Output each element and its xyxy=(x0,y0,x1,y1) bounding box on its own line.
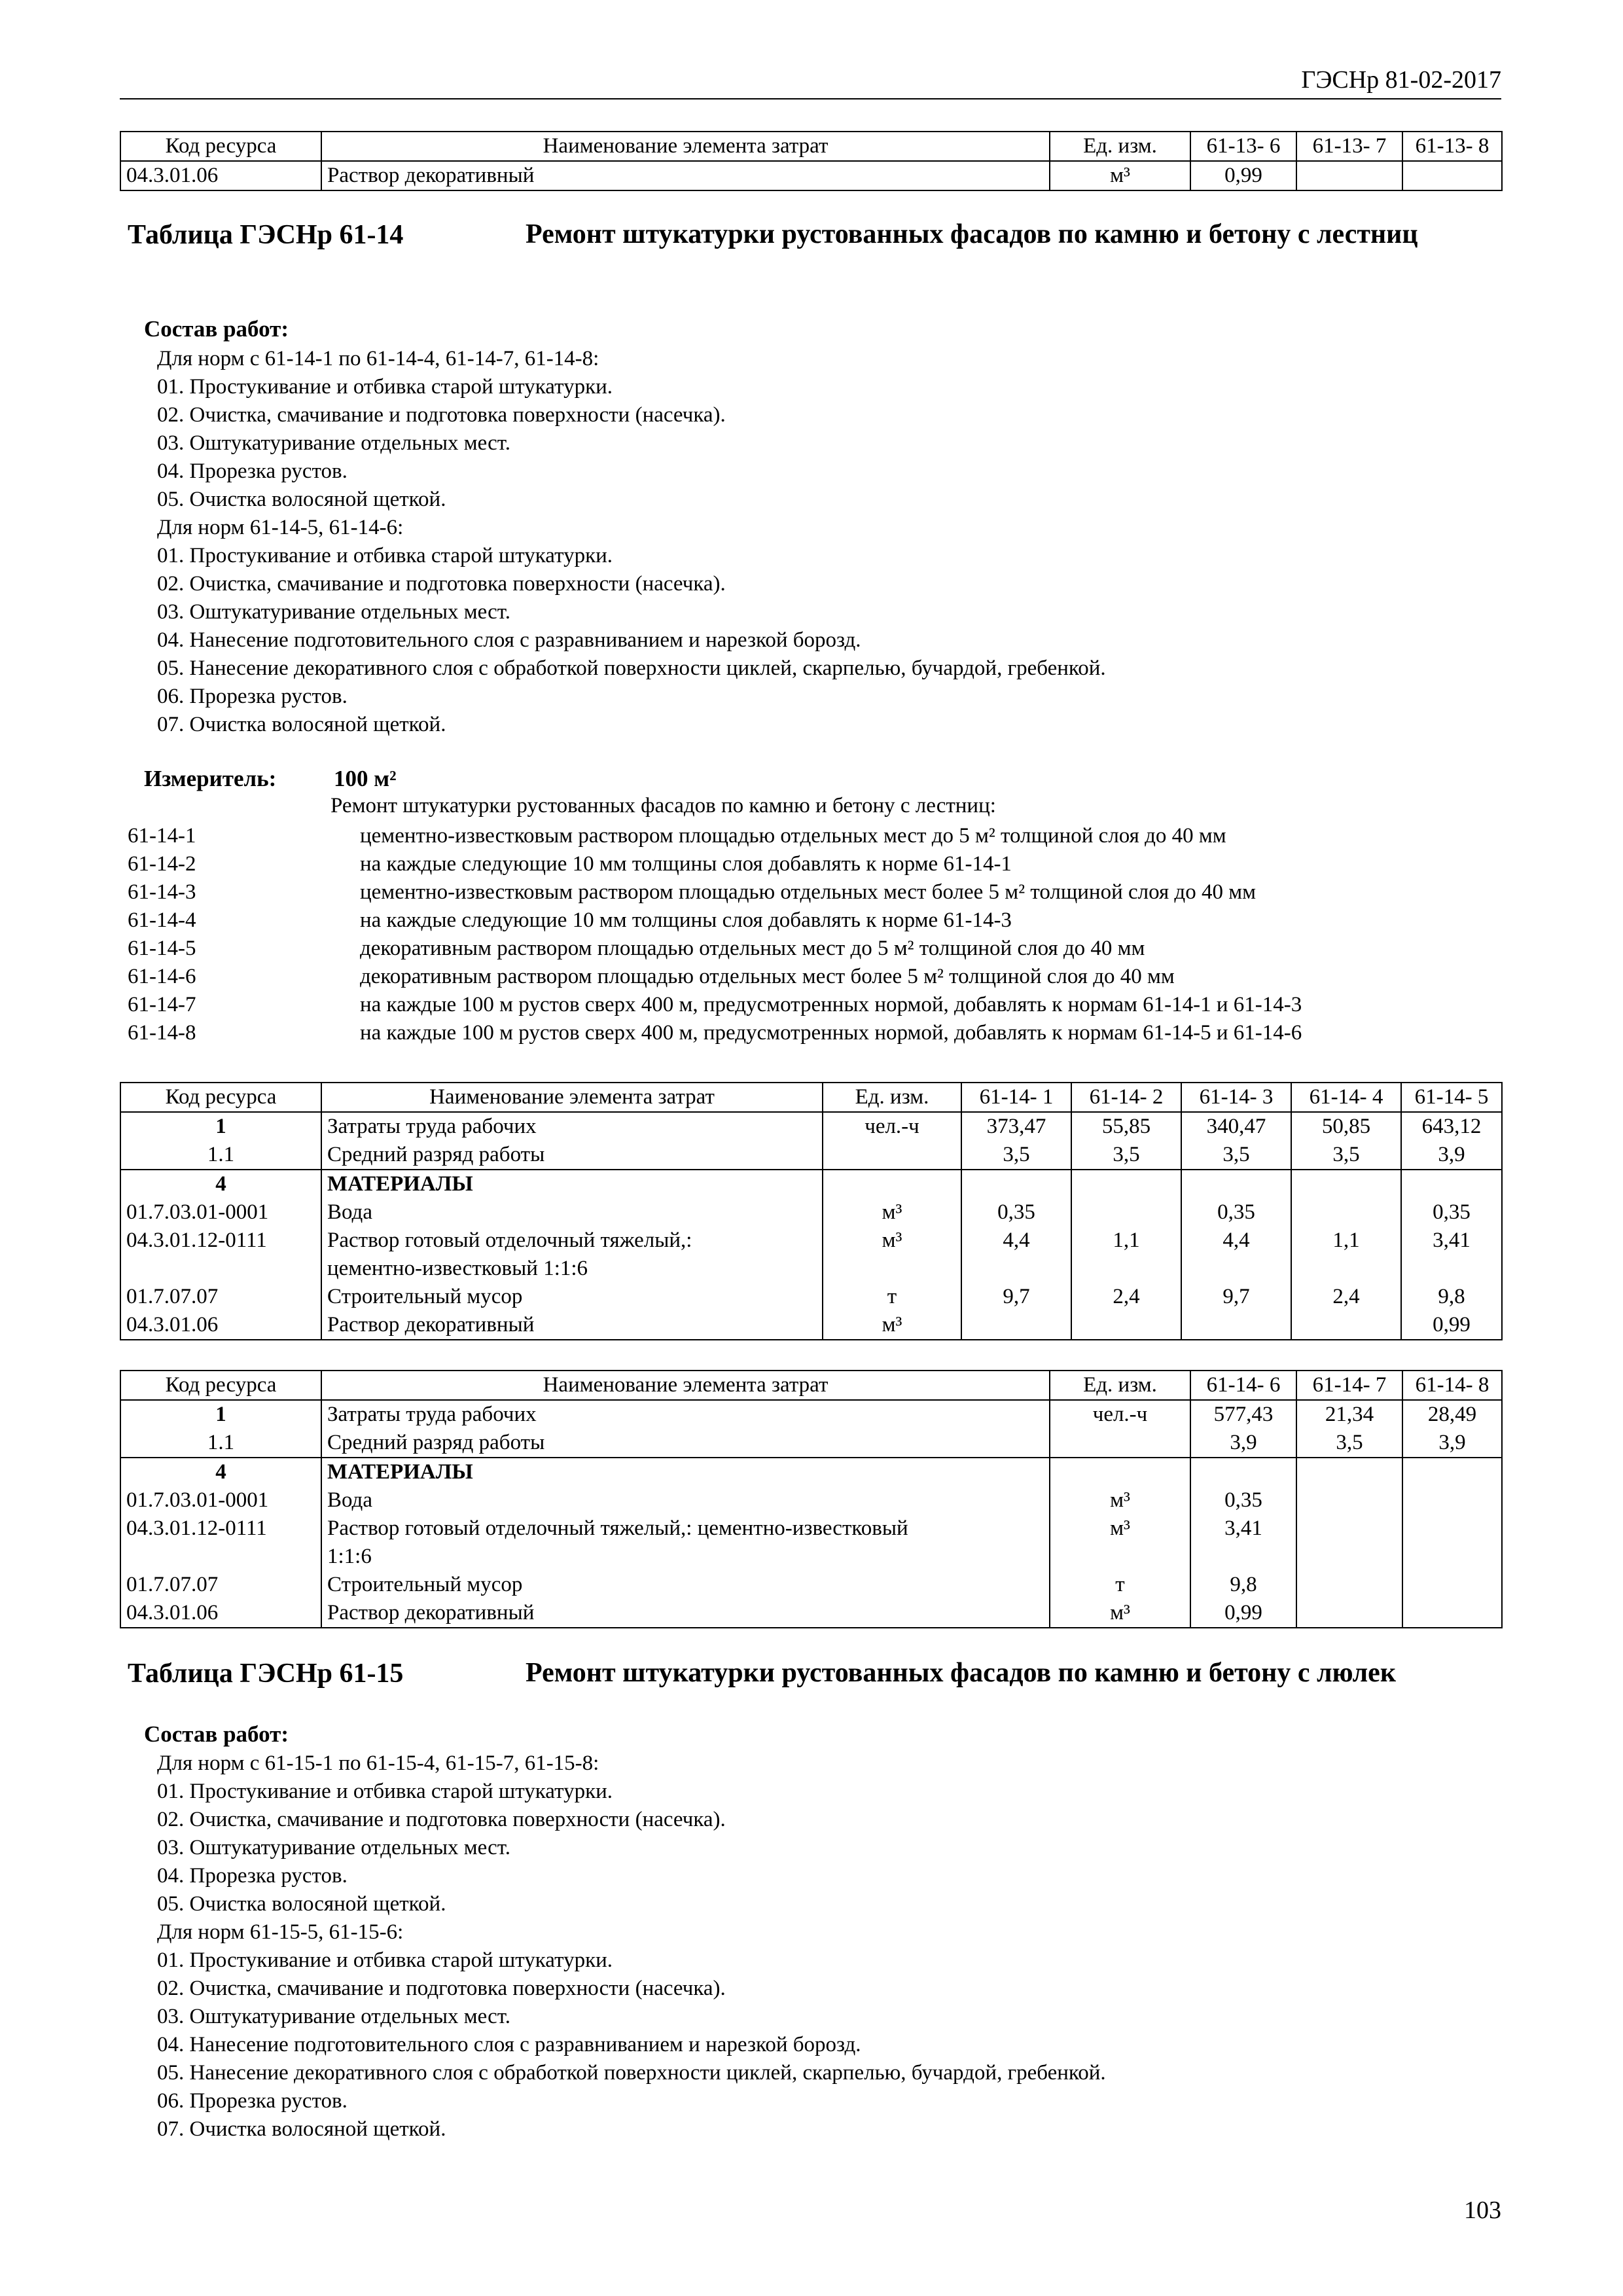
work-line: 01. Простукивание и отбивка старой штукатурки. xyxy=(157,544,613,567)
norm-code: 61-14-8 xyxy=(128,1021,196,1045)
norm-desc: на каждые следующие 10 мм толщины слоя добавлять к норме 61-14-1 xyxy=(360,852,1012,876)
norm-desc: на каждые 100 м рустов сверх 400 м, предусмотренных нормой, добавлять к нормам 61-14-5 и 61-14-6 xyxy=(360,1021,1302,1045)
composition-label: Состав работ: xyxy=(144,316,289,342)
cell: Затраты труда рабочих xyxy=(321,1400,1050,1429)
norm-code: 61-14-7 xyxy=(128,993,196,1016)
table-row xyxy=(120,1170,1502,1198)
table-row xyxy=(120,1283,1502,1311)
table-row xyxy=(120,1400,1502,1429)
cell: 0,35 xyxy=(1181,1198,1291,1227)
header-cell: 61-14- 3 xyxy=(1181,1083,1291,1112)
cell: 28,49 xyxy=(1402,1400,1502,1429)
work-line: 04. Прорезка рустов. xyxy=(157,459,348,483)
meter-label: Измеритель: xyxy=(144,766,277,791)
header-cell: 61-13- 7 xyxy=(1296,132,1402,161)
cell: 0,35 xyxy=(1401,1198,1502,1227)
cell: 3,41 xyxy=(1401,1227,1502,1283)
cell: 3,5 xyxy=(961,1141,1071,1170)
work-line: 05. Нанесение декоративного слоя с обработкой поверхности циклей, скарпелью, бучардой, гребенкой. xyxy=(157,656,1106,680)
table-header-row xyxy=(120,1083,1502,1112)
cell: 1 xyxy=(120,1112,321,1141)
table-row xyxy=(120,1486,1502,1515)
cell: Раствор декоративный xyxy=(321,1311,823,1340)
work-list-61-15 xyxy=(157,1749,1106,2144)
table-row xyxy=(120,1311,1502,1340)
cell-line: Раствор готовый отделочный тяжелый,: цементно-известковый xyxy=(327,1516,908,1540)
cell: МАТЕРИАЛЫ xyxy=(321,1170,823,1198)
cell xyxy=(1296,1486,1402,1515)
header-cell: Код ресурса xyxy=(120,1083,321,1112)
cell xyxy=(1402,1515,1502,1571)
norm-desc: декоративным раствором площадью отдельных мест до 5 м² толщиной слоя до 40 мм xyxy=(360,937,1145,960)
work-line: 04. Нанесение подготовительного слоя с разравниванием и нарезкой борозд. xyxy=(157,2033,861,2056)
cell: Средний разряд работы xyxy=(321,1429,1050,1458)
cell: 4 xyxy=(120,1170,321,1198)
work-line: 03. Оштукатуривание отдельных мест. xyxy=(157,431,510,455)
cell: 3,9 xyxy=(1402,1429,1502,1458)
cell: м³ xyxy=(823,1311,961,1340)
cell: Вода xyxy=(321,1486,1050,1515)
cell xyxy=(961,1311,1071,1340)
cell: 50,85 xyxy=(1291,1112,1401,1141)
cell: 2,4 xyxy=(1291,1283,1401,1311)
norm-desc: на каждые следующие 10 мм толщины слоя добавлять к норме 61-14-3 xyxy=(360,908,1012,932)
header-cell: 61-14- 2 xyxy=(1071,1083,1181,1112)
cell: 01.7.03.01-0001 xyxy=(120,1486,321,1515)
cell: м³ xyxy=(1050,1515,1190,1571)
work-line: Для норм 61-15-5, 61-15-6: xyxy=(157,1920,404,1944)
cell xyxy=(1296,1571,1402,1599)
header-cell: 61-14- 1 xyxy=(961,1083,1071,1112)
work-line: 04. Нанесение подготовительного слоя с разравниванием и нарезкой борозд. xyxy=(157,628,861,652)
cell: 21,34 xyxy=(1296,1400,1402,1429)
norm-code: 61-14-4 xyxy=(128,908,196,932)
cell: Раствор декоративный xyxy=(321,161,1050,190)
norm-desc: декоративным раствором площадью отдельных мест более 5 м² толщиной слоя до 40 мм xyxy=(360,965,1175,988)
work-line: 05. Нанесение декоративного слоя с обработкой поверхности циклей, скарпелью, бучардой, гребенкой. xyxy=(157,2061,1106,2085)
cell: 3,9 xyxy=(1190,1429,1296,1458)
cell: 9,8 xyxy=(1190,1571,1296,1599)
cell xyxy=(321,1227,823,1283)
cell: 1.1 xyxy=(120,1141,321,1170)
work-line: 02. Очистка, смачивание и подготовка поверхности (насечка). xyxy=(157,1977,726,2000)
header-cell: Ед. изм. xyxy=(823,1083,961,1112)
work-line: Для норм с 61-14-1 по 61-14-4, 61-14-7, 61-14-8: xyxy=(157,347,599,370)
cell: Затраты труда рабочих xyxy=(321,1112,823,1141)
cell: чел.-ч xyxy=(1050,1400,1190,1429)
cell: 1,1 xyxy=(1071,1227,1181,1283)
cell: 04.3.01.06 xyxy=(120,1311,321,1340)
work-line: 03. Оштукатуривание отдельных мест. xyxy=(157,600,510,624)
cell: 643,12 xyxy=(1401,1112,1502,1141)
cell: 577,43 xyxy=(1190,1400,1296,1429)
norm-desc: цементно-известковым раствором площадью отдельных мест до 5 м² толщиной слоя до 40 мм xyxy=(360,824,1226,848)
table-row xyxy=(120,1458,1502,1486)
cell xyxy=(1071,1198,1181,1227)
header-cell: Ед. изм. xyxy=(1050,132,1190,161)
cell xyxy=(1291,1311,1401,1340)
cell: т xyxy=(1050,1571,1190,1599)
cell: м³ xyxy=(823,1198,961,1227)
table-row xyxy=(120,1141,1502,1170)
cell: м³ xyxy=(823,1227,961,1283)
cell: 9,7 xyxy=(961,1283,1071,1311)
cell: 04.3.01.12-0111 xyxy=(120,1227,321,1283)
cell xyxy=(321,1515,1050,1571)
table-row xyxy=(120,1227,1502,1283)
header-cell: 61-14- 5 xyxy=(1401,1083,1502,1112)
cell: 3,9 xyxy=(1401,1141,1502,1170)
cell xyxy=(823,1141,961,1170)
norm-code: 61-14-1 xyxy=(128,824,196,848)
header-rule xyxy=(120,98,1501,99)
cell: Раствор декоративный xyxy=(321,1599,1050,1628)
resource-table-61-14-1-5 xyxy=(120,1082,1503,1340)
cell: 0,99 xyxy=(1401,1311,1502,1340)
cell: 1,1 xyxy=(1291,1227,1401,1283)
meter-value: 100 м² xyxy=(334,766,397,791)
cell: 04.3.01.12-0111 xyxy=(120,1515,321,1571)
norm-code: 61-14-2 xyxy=(128,852,196,876)
cell: 9,8 xyxy=(1401,1283,1502,1311)
work-line: 03. Оштукатуривание отдельных мест. xyxy=(157,2005,510,2028)
cell: 0,35 xyxy=(1190,1486,1296,1515)
resource-table-61-14-6-8 xyxy=(120,1370,1503,1628)
work-line: 04. Прорезка рустов. xyxy=(157,1864,348,1888)
header-cell: Наименование элемента затрат xyxy=(321,132,1050,161)
cell: 1.1 xyxy=(120,1429,321,1458)
table-row xyxy=(120,1599,1502,1628)
cell: 3,5 xyxy=(1296,1429,1402,1458)
cell xyxy=(1071,1311,1181,1340)
work-line: 07. Очистка волосяной щеткой. xyxy=(157,2117,446,2141)
cell: т xyxy=(823,1283,961,1311)
norm-code: 61-14-6 xyxy=(128,965,196,988)
work-line: 01. Простукивание и отбивка старой штукатурки. xyxy=(157,375,613,399)
table-row xyxy=(120,1429,1502,1458)
cell: 3,5 xyxy=(1181,1141,1291,1170)
work-line: 02. Очистка, смачивание и подготовка поверхности (насечка). xyxy=(157,1808,726,1831)
document-header: ГЭСНр 81-02-2017 xyxy=(1301,66,1501,94)
cell-line: цементно-известковый 1:1:6 xyxy=(327,1257,588,1280)
cell xyxy=(1181,1311,1291,1340)
cell: 3,5 xyxy=(1071,1141,1181,1170)
cell: 0,99 xyxy=(1190,1599,1296,1628)
norm-code: 61-14-5 xyxy=(128,937,196,960)
header-cell: 61-14- 4 xyxy=(1291,1083,1401,1112)
cell: Средний разряд работы xyxy=(321,1141,823,1170)
work-line: 02. Очистка, смачивание и подготовка поверхности (насечка). xyxy=(157,403,726,427)
cell: 9,7 xyxy=(1181,1283,1291,1311)
cell: 4,4 xyxy=(961,1227,1071,1283)
table-row xyxy=(120,1515,1502,1571)
table-61-15-label: Таблица ГЭСНр 61-15 xyxy=(128,1659,404,1689)
cell: м³ xyxy=(1050,1486,1190,1515)
work-line: 06. Прорезка рустов. xyxy=(157,685,348,708)
table-row xyxy=(120,1112,1502,1141)
table-row xyxy=(120,1198,1502,1227)
cell xyxy=(1050,1429,1190,1458)
work-line: Для норм с 61-15-1 по 61-15-4, 61-15-7, 61-15-8: xyxy=(157,1751,599,1775)
cell: 04.3.01.06 xyxy=(120,1599,321,1628)
cell xyxy=(1402,161,1502,190)
table-row xyxy=(120,161,1502,190)
header-cell: 61-14- 6 xyxy=(1190,1371,1296,1400)
table-61-14-name: Ремонт штукатурки рустованных фасадов по камню и бетону с лестниц xyxy=(526,219,1418,249)
table-header-row xyxy=(120,132,1502,161)
cell: м³ xyxy=(1050,1599,1190,1628)
cell: чел.-ч xyxy=(823,1112,961,1141)
norm-desc: на каждые 100 м рустов сверх 400 м, предусмотренных нормой, добавлять к нормам 61-14-1 и 61-14-3 xyxy=(360,993,1302,1016)
header-cell: Код ресурса xyxy=(120,1371,321,1400)
work-line: 05. Очистка волосяной щеткой. xyxy=(157,1892,446,1916)
cell xyxy=(1291,1198,1401,1227)
cell: м³ xyxy=(1050,161,1190,190)
header-cell: Ед. изм. xyxy=(1050,1371,1190,1400)
table-header-row xyxy=(120,1371,1502,1400)
work-line: 03. Оштукатуривание отдельных мест. xyxy=(157,1836,510,1859)
header-cell: 61-13- 8 xyxy=(1402,132,1502,161)
cell-line: 1:1:6 xyxy=(327,1545,372,1568)
work-line: Для норм 61-14-5, 61-14-6: xyxy=(157,516,404,539)
cell: Строительный мусор xyxy=(321,1283,823,1311)
work-line: 01. Простукивание и отбивка старой штукатурки. xyxy=(157,1948,613,1972)
cell xyxy=(1296,1599,1402,1628)
norm-code: 61-14-3 xyxy=(128,880,196,904)
table-61-15-name: Ремонт штукатурки рустованных фасадов по камню и бетону с люлек xyxy=(526,1658,1397,1688)
cell: МАТЕРИАЛЫ xyxy=(321,1458,1050,1486)
cell xyxy=(1296,1515,1402,1571)
work-line: 05. Очистка волосяной щеткой. xyxy=(157,488,446,511)
cell: 340,47 xyxy=(1181,1112,1291,1141)
header-cell: Наименование элемента затрат xyxy=(321,1083,823,1112)
cell xyxy=(1296,161,1402,190)
cell: 2,4 xyxy=(1071,1283,1181,1311)
work-line: 01. Простукивание и отбивка старой штукатурки. xyxy=(157,1780,613,1803)
cell xyxy=(1402,1486,1502,1515)
header-cell: 61-13- 6 xyxy=(1190,132,1296,161)
cell: 01.7.07.07 xyxy=(120,1571,321,1599)
work-line: 07. Очистка волосяной щеткой. xyxy=(157,713,446,736)
cell xyxy=(1402,1571,1502,1599)
work-line: 02. Очистка, смачивание и подготовка поверхности (насечка). xyxy=(157,572,726,596)
cell: 01.7.07.07 xyxy=(120,1283,321,1311)
cell: Вода xyxy=(321,1198,823,1227)
cell: 0,35 xyxy=(961,1198,1071,1227)
cell: 04.3.01.06 xyxy=(120,161,321,190)
cell: 373,47 xyxy=(961,1112,1071,1141)
cell xyxy=(1402,1599,1502,1628)
cell: 1 xyxy=(120,1400,321,1429)
header-cell: 61-14- 8 xyxy=(1402,1371,1502,1400)
table-row xyxy=(120,1571,1502,1599)
cell: 3,41 xyxy=(1190,1515,1296,1571)
meter-description: Ремонт штукатурки рустованных фасадов по камню и бетону с лестниц: xyxy=(330,794,996,817)
cell: Строительный мусор xyxy=(321,1571,1050,1599)
cell: 0,99 xyxy=(1190,161,1296,190)
cell-line: Раствор готовый отделочный тяжелый,: xyxy=(327,1229,692,1252)
composition-label: Состав работ: xyxy=(144,1721,289,1747)
norm-desc: цементно-известковым раствором площадью отдельных мест более 5 м² толщиной слоя до 40 мм xyxy=(360,880,1256,904)
work-list-61-14 xyxy=(157,345,1106,739)
cell: 3,5 xyxy=(1291,1141,1401,1170)
table-61-13-continuation xyxy=(120,131,1503,191)
table-61-14-label: Таблица ГЭСНр 61-14 xyxy=(128,220,404,250)
cell: 01.7.03.01-0001 xyxy=(120,1198,321,1227)
header-cell: Наименование элемента затрат xyxy=(321,1371,1050,1400)
work-line: 06. Прорезка рустов. xyxy=(157,2089,348,2113)
cell: 55,85 xyxy=(1071,1112,1181,1141)
page-number: 103 xyxy=(1464,2197,1501,2224)
cell: 4,4 xyxy=(1181,1227,1291,1283)
header-cell: 61-14- 7 xyxy=(1296,1371,1402,1400)
header-cell: Код ресурса xyxy=(120,132,321,161)
cell: 4 xyxy=(120,1458,321,1486)
